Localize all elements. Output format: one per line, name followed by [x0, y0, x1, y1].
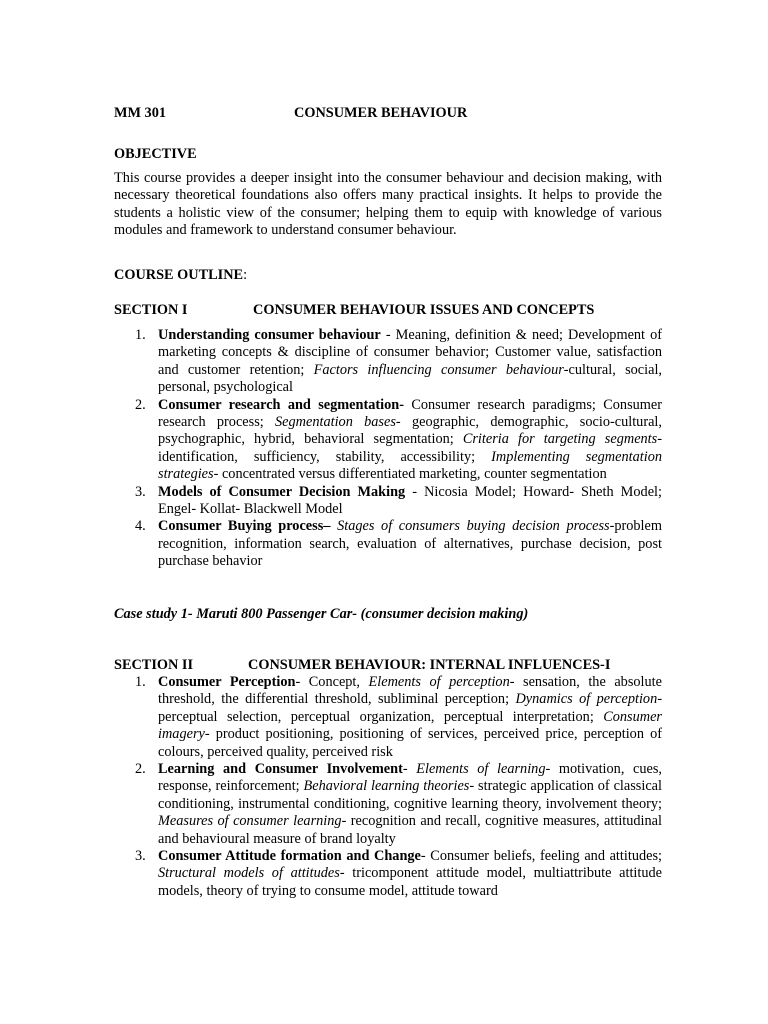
- topic-text: - Consumer beliefs, feeling and attitudes;: [420, 848, 663, 865]
- item-number: 3.: [135, 848, 146, 865]
- subtopic-italic: Factors influencing consumer behaviour: [313, 361, 564, 378]
- list-item: [114, 484, 662, 519]
- list-item: [114, 397, 662, 484]
- topic-text: Consumer research paradigms; Consumer research process;: [158, 396, 663, 431]
- course-outline-heading: [114, 267, 247, 284]
- topic-text: -identification, sufficiency, stability, accessibility;: [158, 431, 662, 465]
- subtopic-italic: Criteria for targeting segments: [462, 431, 658, 448]
- item-number: 2.: [135, 396, 146, 413]
- topic-text: - tricomponent attitude model, multiattribute attitude models, theory of trying to consume model, attitude toward: [158, 865, 662, 899]
- topic-text: -cultural, social, personal, psychological: [158, 361, 662, 396]
- section-1-title: CONSUMER BEHAVIOUR ISSUES AND CONCEPTS: [253, 302, 595, 318]
- topic-text: - geographic, demographic, socio-cultural, psychographic, hybrid, behavioral segmentation;: [158, 414, 662, 448]
- section-2-label: SECTION II: [114, 657, 194, 673]
- topic-text: - strategic application of classical conditioning, instrumental conditioning, cognitive learning theory, involvement theory;: [158, 778, 662, 812]
- objective-heading: OBJECTIVE: [114, 146, 197, 162]
- topic-title: Models of Consumer Decision Making: [158, 483, 406, 500]
- list-item: [114, 761, 662, 848]
- item-number: 2.: [135, 761, 146, 778]
- topic-text: - Meaning, definition & need; Development of marketing concepts & discipline of consumer behavior; Customer value, satisfaction and customer retention;: [158, 327, 663, 378]
- topic-text: -problem recognition, information search, evaluation of alternatives, purchase decision, post purchase behavior: [158, 518, 662, 570]
- list-item: [114, 518, 662, 570]
- topic-text: - concentrated versus differentiated marketing, counter segmentation: [213, 466, 607, 483]
- subtopic-italic: Segmentation bases: [275, 414, 396, 431]
- list-item: [114, 674, 662, 761]
- section-1-label: SECTION I: [114, 302, 188, 318]
- item-number: 4.: [135, 518, 146, 535]
- section-2-title: CONSUMER BEHAVIOUR: INTERNAL INFLUENCES-I: [248, 657, 611, 673]
- topic-text: - sensation, the absolute threshold, the differential threshold, subliminal perception;: [158, 674, 662, 708]
- topic-title: Learning and Consumer Involvement: [158, 761, 403, 778]
- subtopic-italic: Measures of consumer learning: [158, 813, 342, 830]
- section-1-topic-list: [114, 327, 662, 571]
- topic-text: -: [402, 761, 417, 778]
- subtopic-italic: Elements of learning: [416, 761, 546, 778]
- list-item: [114, 327, 662, 397]
- topic-text: - Concept,: [295, 674, 369, 690]
- topic-title: Consumer Buying process–: [158, 518, 331, 535]
- course-title: CONSUMER BEHAVIOUR: [294, 105, 468, 121]
- item-number: 3.: [135, 483, 146, 500]
- subtopic-italic: Dynamics of perception: [515, 691, 658, 708]
- item-number: 1.: [135, 327, 146, 343]
- course-outline-label: COURSE OUTLINE: [114, 267, 244, 283]
- topic-text: - product positioning, positioning of services, perceived price, perception of colours, perceived quality, perceived risk: [158, 726, 662, 760]
- topic-text: - motivation, cues, response, reinforcement;: [158, 761, 662, 795]
- topic-title: Consumer research and segmentation-: [158, 396, 404, 413]
- topic-title: Understanding consumer behaviour: [158, 327, 381, 343]
- topic-title: Consumer Attitude formation and Change: [158, 848, 421, 865]
- subtopic-italic: Elements of perception: [368, 674, 510, 690]
- subtopic-italic: Structural models of attitudes: [158, 865, 340, 882]
- course-outline-colon: :: [243, 267, 248, 283]
- topic-title: Consumer Perception: [158, 674, 296, 690]
- item-number: 1.: [135, 674, 146, 690]
- section-2-topic-list: [114, 674, 662, 900]
- subtopic-italic: Stages of consumers buying decision process: [337, 518, 610, 535]
- objective-text: This course provides a deeper insight into the consumer behaviour and decision making, with necessary theoretical foundations also offers many practical insights. It helps to provide the students a holistic view of the consumer; helping them to equip with knowledge of various modules and framework to understand consumer behaviour.: [114, 170, 662, 239]
- topic-text: - recognition and recall, cognitive measures, attitudinal and behavioural measure of brand loyalty: [158, 813, 662, 847]
- list-item: [114, 848, 662, 900]
- subtopic-italic: Implementing segmentation strategies: [158, 448, 662, 483]
- topic-text: - Nicosia Model; Howard- Sheth Model; Engel- Kollat- Blackwell Model: [158, 483, 662, 518]
- subtopic-italic: Consumer imagery: [158, 708, 662, 743]
- subtopic-italic: Behavioral learning theories: [303, 778, 470, 795]
- topic-text: - perceptual selection, perceptual organization, perceptual interpretation;: [158, 691, 662, 725]
- case-study-line: Case study 1- Maruti 800 Passenger Car- (consumer decision making): [114, 606, 529, 622]
- course-code: MM 301: [114, 105, 167, 121]
